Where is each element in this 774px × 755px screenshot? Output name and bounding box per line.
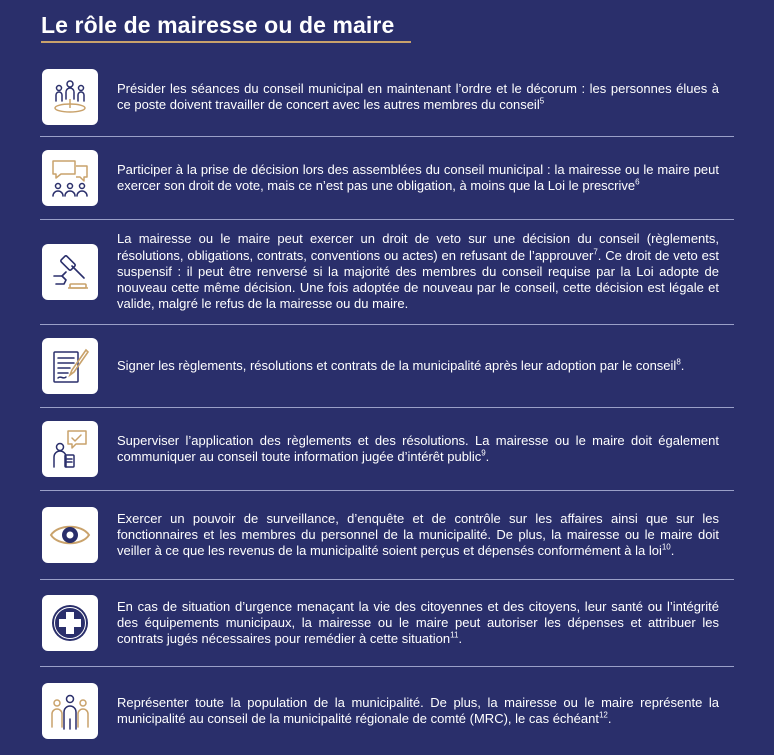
item-text: Signer les règlements, résolutions et contrats de la municipalité après leur adoption par le conseil$^8$. xyxy=(117,357,685,373)
population-group-icon xyxy=(48,689,92,733)
icon-tile xyxy=(42,69,98,125)
list-item xyxy=(40,667,734,755)
icon-tile xyxy=(42,244,98,300)
discussion-group-icon xyxy=(48,156,92,200)
icon-tile xyxy=(42,683,98,739)
title-underline xyxy=(41,41,411,43)
list-item xyxy=(40,325,734,408)
icon-tile xyxy=(42,595,98,651)
list-item xyxy=(40,137,734,220)
medical-cross-icon xyxy=(48,601,92,645)
page-title: Le rôle de mairesse ou de maire xyxy=(41,12,395,38)
eye-icon xyxy=(48,513,92,557)
item-text: Exercer un pouvoir de surveillance, d’enquête et de contrôle sur les affaires ainsi que sur les fonctionnaires et les membres du personnel de la municipalité. De plus, la mairesse ou le maire doit veiller à ce que les revenus de la municipalité soient perçus et dépensés conformément à la loi$^{10}$. xyxy=(117,510,719,559)
item-text: Superviser l’application des règlements et des résolutions. La mairesse ou le maire doit également communiquer au conseil toute information jugée d’intérêt public$^9$. xyxy=(117,432,719,464)
list-item xyxy=(40,58,734,137)
icon-tile xyxy=(42,150,98,206)
title-block xyxy=(41,10,411,43)
list-item xyxy=(40,408,734,491)
item-text: Participer à la prise de décision lors des assemblées du conseil municipal : la mairesse ou le maire peut exercer son droit de vote, mais ce n’est pas une obligation, à moins que la Loi le prescrive$^6$ xyxy=(117,161,719,193)
item-text: Présider les séances du conseil municipal en maintenant l’ordre et le décorum : les personnes élues à ce poste doivent travailler de concert avec les autres membres du conseil$^5$ xyxy=(117,80,719,112)
gavel-icon xyxy=(48,250,92,294)
list-item xyxy=(40,580,734,667)
council-members-icon xyxy=(48,75,92,119)
signing-document-icon xyxy=(48,344,92,388)
icon-tile xyxy=(42,421,98,477)
list-item xyxy=(40,220,734,325)
item-text: Représenter toute la population de la municipalité. De plus, la mairesse ou le maire représente la municipalité au conseil de la municipalité régionale de comté (MRC), le cas échéant$^{12}$. xyxy=(117,694,719,726)
supervisor-checklist-icon xyxy=(48,427,92,471)
list-item xyxy=(40,491,734,580)
icon-tile xyxy=(42,338,98,394)
item-text: En cas de situation d’urgence menaçant la vie des citoyennes et des citoyens, leur santé ou l’intégrité des équipements municipaux, la mairesse ou le maire peut autoriser les dépenses et attribuer les contrats jugés nécessaires pour remédier à cette situation$^{11}$. xyxy=(117,598,719,647)
icon-tile xyxy=(42,507,98,563)
item-text: La mairesse ou le maire peut exercer un droit de veto sur une décision du conseil (règlements, résolutions, obligations, contrats, conventions ou actes) en refusant de l’approuver$^7$. Ce droit de veto est suspensif : il peut être renversé si la majorité des membres du conseil requise par la Loi adopte de nouveau cette même décision. Une fois adoptée de nouveau par le conseil, cette décision est légale et valide, malgré le refus de la mairesse ou du maire. xyxy=(117,231,719,312)
roles-list xyxy=(40,58,734,755)
